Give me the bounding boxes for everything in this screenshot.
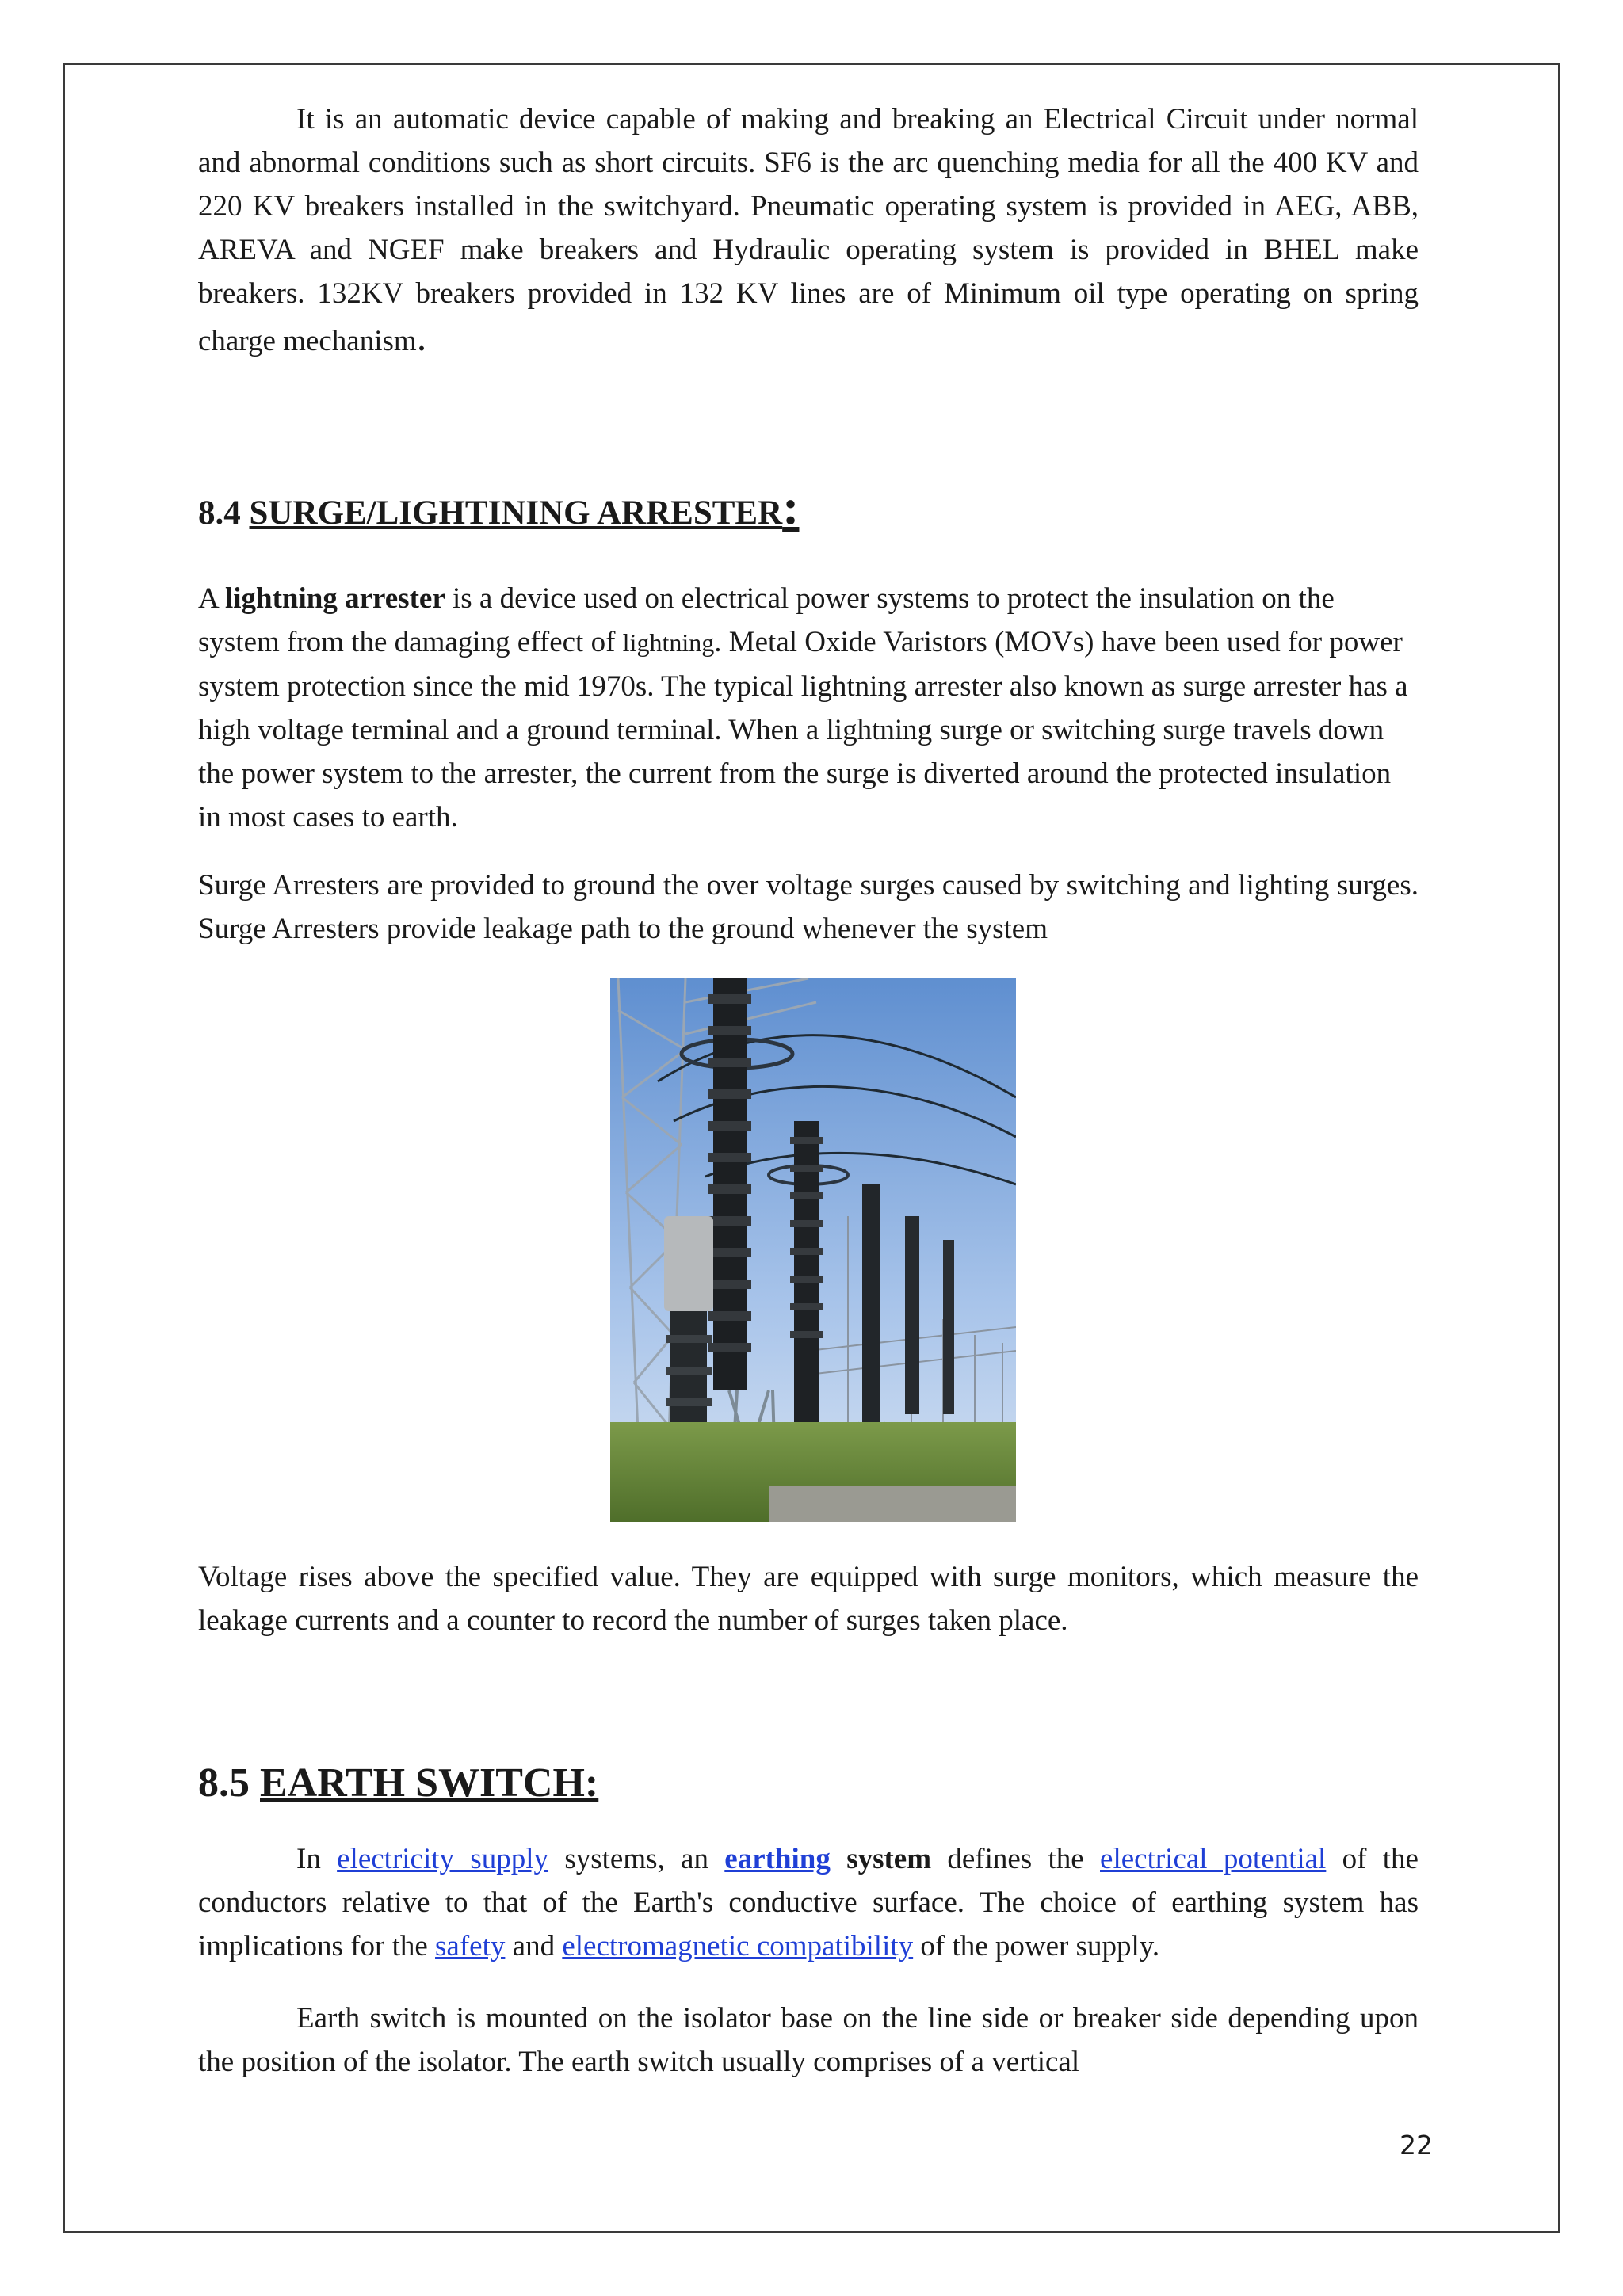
surge-arrester-photo [610,978,1016,1522]
text-run: of the power supply. [913,1930,1160,1962]
text-run: and [505,1930,563,1962]
link-electrical-potential[interactable]: electrical potential [1100,1843,1327,1875]
paragraph-end-mark: . [416,315,427,359]
term-system: system [830,1843,932,1875]
paragraph-voltage-rises: Voltage rises above the specified value. They are equipped with surge monitors, which measure the leakage currents and a counter to record the number of surges taken place. [198,1561,1419,1637]
switchyard-image [610,978,1016,1522]
paragraph-surge-arresters: Surge Arresters are provided to ground the over voltage surges caused by switching and lighting surges. Surge Arresters provide leakage path to the ground whenever the system [198,869,1419,945]
link-earthing[interactable]: earthing [724,1843,831,1875]
section-number: 8.4 [198,494,250,532]
link-safety[interactable]: safety [435,1930,506,1962]
term-lightning: lightning [622,628,715,657]
section-title: EARTH SWITCH: [260,1760,599,1806]
text-run: A [198,582,225,615]
term-lightning-arrester: lightning arrester [224,582,445,615]
surge-monitor-description [198,1555,1419,1642]
section-number: 8.5 [198,1760,260,1806]
section-title: SURGE/LIGHTINING ARRESTER [249,494,783,532]
paragraph-earth-switch: Earth switch is mounted on the isolator base on the line side or breaker side depending upon the position of the isolator. The earth switch usually comprises of a vertical [198,2002,1419,2078]
text-run: of the conductors relative to that of the Earth's conductive surface. The choice of earthing system has implications for the [198,1843,1419,1962]
earthing-description [198,1837,1419,1968]
text-run: is a device used on electrical power systems to protect the insulation on the system from the damaging effect of [198,582,1335,658]
section-8-5 [198,1757,1419,1810]
text-run: systems, an [548,1843,725,1875]
paragraph-text: It is an automatic device capable of making and breaking an Electrical Circuit under normal and abnormal conditions such as short circuits. SF6 is the arc quenching media for all the 400 KV and 220 KV breakers installed in the switchyard. Pneumatic operating system is provided in AEG, ABB, AREVA and NGEF make breakers and Hydraulic operating system is provided in BHEL make breakers. 132KV breakers provided in 132 KV lines are of Minimum oil type operating on spring charge mechanism [198,103,1419,357]
arrester-description [198,577,1419,839]
link-electricity-supply[interactable]: electricity supply [337,1843,549,1875]
text-run: In [296,1843,338,1875]
section-8-4 [198,479,1419,537]
section-heading [198,479,1419,537]
text-run: . Metal Oxide Varistors (MOVs) have been used for power system protection since the mid 1970s. The typical lightning arrester also known as surge arrester has a high voltage terminal and a ground terminal. When a lightning surge or switching surge travels down the power system to the arrester, the current from the surge is diverted around the protected insulation in most cases to earth. [198,626,1408,833]
section-colon: : [782,479,800,535]
paragraph-circuit-breaker [198,97,1419,363]
text-run: defines the [931,1843,1101,1875]
section-heading [198,1757,1419,1810]
page-number: 22 [1400,2130,1433,2161]
paragraph-lightning-arrester [198,577,1419,839]
breaker-description [198,97,1419,363]
surge-arresters-purpose [198,864,1419,951]
paragraph-earthing-system [198,1837,1419,1968]
earth-switch-description [198,1997,1419,2084]
link-electromagnetic-compatibility[interactable]: electromagnetic compatibility [562,1930,914,1962]
